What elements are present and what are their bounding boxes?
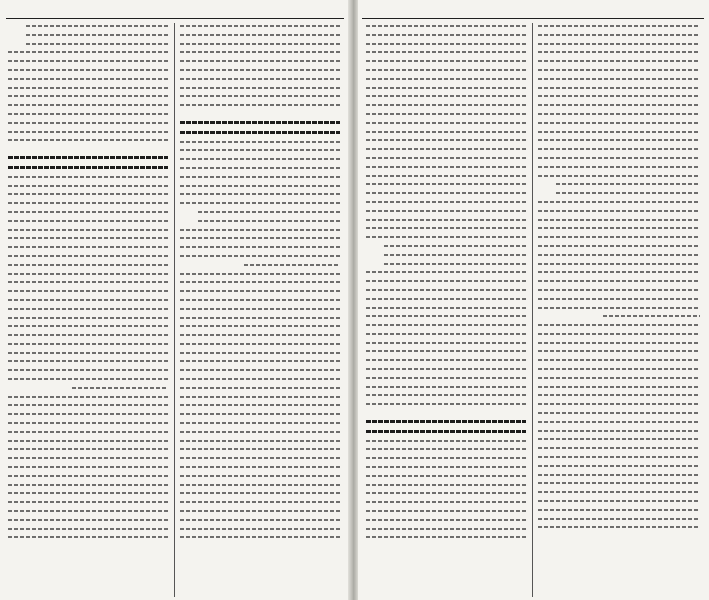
text-line [538,298,700,300]
text-line [180,317,340,319]
text-line [366,484,526,486]
text-line [366,457,526,459]
text-line [180,237,340,239]
text-line [8,87,168,89]
text-line [8,308,168,310]
paragraph-gap [366,412,526,420]
text-line [538,78,700,80]
text-line [538,60,700,62]
text-line [538,34,700,36]
text-line [366,492,526,494]
text-line [366,87,526,89]
text-line [8,334,168,336]
text-line [180,492,340,494]
text-line [366,350,526,352]
text-line [538,43,700,45]
text-line [8,396,168,398]
text-line [8,176,168,178]
text-line [8,60,168,62]
text-line [366,166,526,168]
text-line [366,201,526,203]
right-page-column-left [366,25,526,595]
text-line [366,157,526,159]
text-line [8,211,168,213]
text-line [180,158,340,160]
text-line [538,430,700,432]
text-line [366,377,526,379]
text-line [180,281,340,283]
paragraph-gap [180,113,340,121]
text-line [366,528,526,530]
text-line [538,148,700,150]
left-page-column-left [8,25,168,595]
text-line [366,113,526,115]
text-line [180,360,340,362]
text-line [8,220,168,222]
text-line [538,122,700,124]
right-page-header [362,5,704,19]
text-line [8,299,168,301]
text-line [366,95,526,97]
text-line [366,475,526,477]
text-line [366,280,526,282]
section-heading-line [180,131,340,134]
section-heading-line [366,420,526,423]
text-line [538,386,700,388]
text-line [538,412,700,414]
text-line [384,254,526,256]
text-line [8,457,168,459]
text-line [366,359,526,361]
text-line [180,299,340,301]
text-line [538,254,700,256]
text-line [180,440,340,442]
text-line [366,315,526,317]
text-line [180,369,340,371]
right-page-column-separator [532,23,533,597]
text-line [8,475,168,477]
text-line [180,167,340,169]
text-line [180,34,340,36]
text-line [538,271,700,273]
text-line [8,193,168,195]
text-line [366,519,526,521]
text-line [538,307,700,309]
text-line [366,448,526,450]
text-line [8,229,168,231]
text-line [538,482,700,484]
text-line [366,289,526,291]
text-line [366,333,526,335]
text-line [26,34,168,36]
text-line [366,43,526,45]
text-line [180,528,340,530]
text-line [180,413,340,415]
text-line [180,396,340,398]
text-line [538,210,700,212]
text-line [366,139,526,141]
text-line [180,255,340,257]
text-line [366,78,526,80]
text-line [366,175,526,177]
section-heading-line [8,166,168,169]
text-line [538,500,700,502]
text-line [8,255,168,257]
text-line [180,404,340,406]
right-page-column-right [538,25,700,595]
text-line [180,501,340,503]
text-line [180,422,340,424]
text-line [538,157,700,159]
text-line [8,536,168,538]
text-line [538,87,700,89]
text-line [538,201,700,203]
text-line [180,536,340,538]
text-line [538,518,700,520]
text-line [8,440,168,442]
text-line [180,229,340,231]
text-line [8,78,168,80]
text-line [538,333,700,335]
text-line [366,219,526,221]
text-line [366,403,526,405]
text-line [538,359,700,361]
text-line [538,236,700,238]
text-line [8,492,168,494]
text-line [180,343,340,345]
text-line [366,501,526,503]
text-line [8,360,168,362]
text-line [8,484,168,486]
text-line [538,465,700,467]
text-line [384,263,526,265]
text-line [180,475,340,477]
text-line [366,148,526,150]
text-line [366,69,526,71]
text-line [180,431,340,433]
text-line [180,466,340,468]
text-line [366,324,526,326]
text-line [180,510,340,512]
text-line [366,183,526,185]
text-line [8,413,168,415]
text-line [8,466,168,468]
text-line [8,528,168,530]
text-line [538,139,700,141]
text-line [8,95,168,97]
paragraph-gap [8,148,168,156]
text-line [366,342,526,344]
text-line [538,447,700,449]
text-line [603,315,700,317]
text-line [538,245,700,247]
section-heading-line [8,156,168,159]
text-line [556,192,700,194]
text-line [180,95,340,97]
text-line [180,149,340,151]
text-line [72,387,168,389]
text-line [538,491,700,493]
text-line [8,431,168,433]
text-line [8,404,168,406]
text-line [366,227,526,229]
left-page-column-right [180,25,340,595]
text-line [198,220,340,222]
text-line [180,352,340,354]
text-line [366,210,526,212]
text-line [180,290,340,292]
text-line [180,325,340,327]
text-line [538,377,700,379]
text-line [538,104,700,106]
text-line [8,378,168,380]
text-line [180,448,340,450]
text-line [538,342,700,344]
text-line [8,264,168,266]
left-page-header [6,5,344,19]
text-line [538,113,700,115]
text-line [366,34,526,36]
text-line [180,25,340,27]
text-line [26,25,168,27]
text-line [538,175,700,177]
text-line [538,219,700,221]
text-line [538,394,700,396]
text-line [26,43,168,45]
text-line [538,421,700,423]
text-line [366,104,526,106]
text-line [180,141,340,143]
text-line [538,95,700,97]
text-line [180,484,340,486]
section-heading-line [366,430,526,433]
text-line [366,192,526,194]
text-line [180,387,340,389]
text-line [8,273,168,275]
text-line [180,185,340,187]
text-line [8,343,168,345]
text-line [538,350,700,352]
text-line [8,325,168,327]
text-line [8,290,168,292]
text-line [180,378,340,380]
text-line [366,510,526,512]
text-line [538,166,700,168]
text-line [198,211,340,213]
text-line [180,51,340,53]
text-line [538,509,700,511]
text-line [366,440,526,442]
text-line [180,87,340,89]
text-line [538,263,700,265]
text-line [556,183,700,185]
right-page [362,3,704,597]
text-line [180,334,340,336]
text-line [180,43,340,45]
text-line [180,246,340,248]
text-line [538,403,700,405]
text-line [180,104,340,106]
text-line [366,122,526,124]
text-line [8,69,168,71]
text-line [366,536,526,538]
text-line [366,60,526,62]
text-line [180,78,340,80]
text-line [8,422,168,424]
text-line [180,202,340,204]
text-line [8,185,168,187]
text-line [366,298,526,300]
text-line [8,51,168,53]
text-line [8,369,168,371]
text-line [366,25,526,27]
text-line [538,69,700,71]
text-line [366,307,526,309]
text-line [180,193,340,195]
text-line [366,394,526,396]
text-line [538,324,700,326]
text-line [180,69,340,71]
text-line [180,60,340,62]
text-line [538,456,700,458]
text-line [8,448,168,450]
text-line [180,273,340,275]
text-line [366,131,526,133]
text-line [538,474,700,476]
text-line [366,466,526,468]
text-line [244,264,340,266]
text-line [538,368,700,370]
text-line [8,237,168,239]
text-line [8,519,168,521]
text-line [8,281,168,283]
text-line [384,245,526,247]
binding-gutter [348,0,358,600]
text-line [180,519,340,521]
text-line [8,202,168,204]
text-line [538,51,700,53]
text-line [8,352,168,354]
text-line [366,236,526,238]
text-line [180,308,340,310]
text-line [8,131,168,133]
text-line [366,271,526,273]
text-line [538,280,700,282]
text-line [8,122,168,124]
text-line [366,51,526,53]
text-line [366,368,526,370]
text-line [180,176,340,178]
text-line [8,113,168,115]
text-line [8,501,168,503]
text-line [8,139,168,141]
text-line [538,227,700,229]
text-line [538,131,700,133]
text-line [366,386,526,388]
text-line [8,246,168,248]
section-heading-line [180,121,340,124]
text-line [180,457,340,459]
text-line [538,438,700,440]
left-page [6,3,344,597]
text-line [8,104,168,106]
left-page-column-separator [174,23,175,597]
text-line [538,526,700,528]
text-line [8,317,168,319]
text-line [538,25,700,27]
text-line [8,510,168,512]
text-line [538,289,700,291]
